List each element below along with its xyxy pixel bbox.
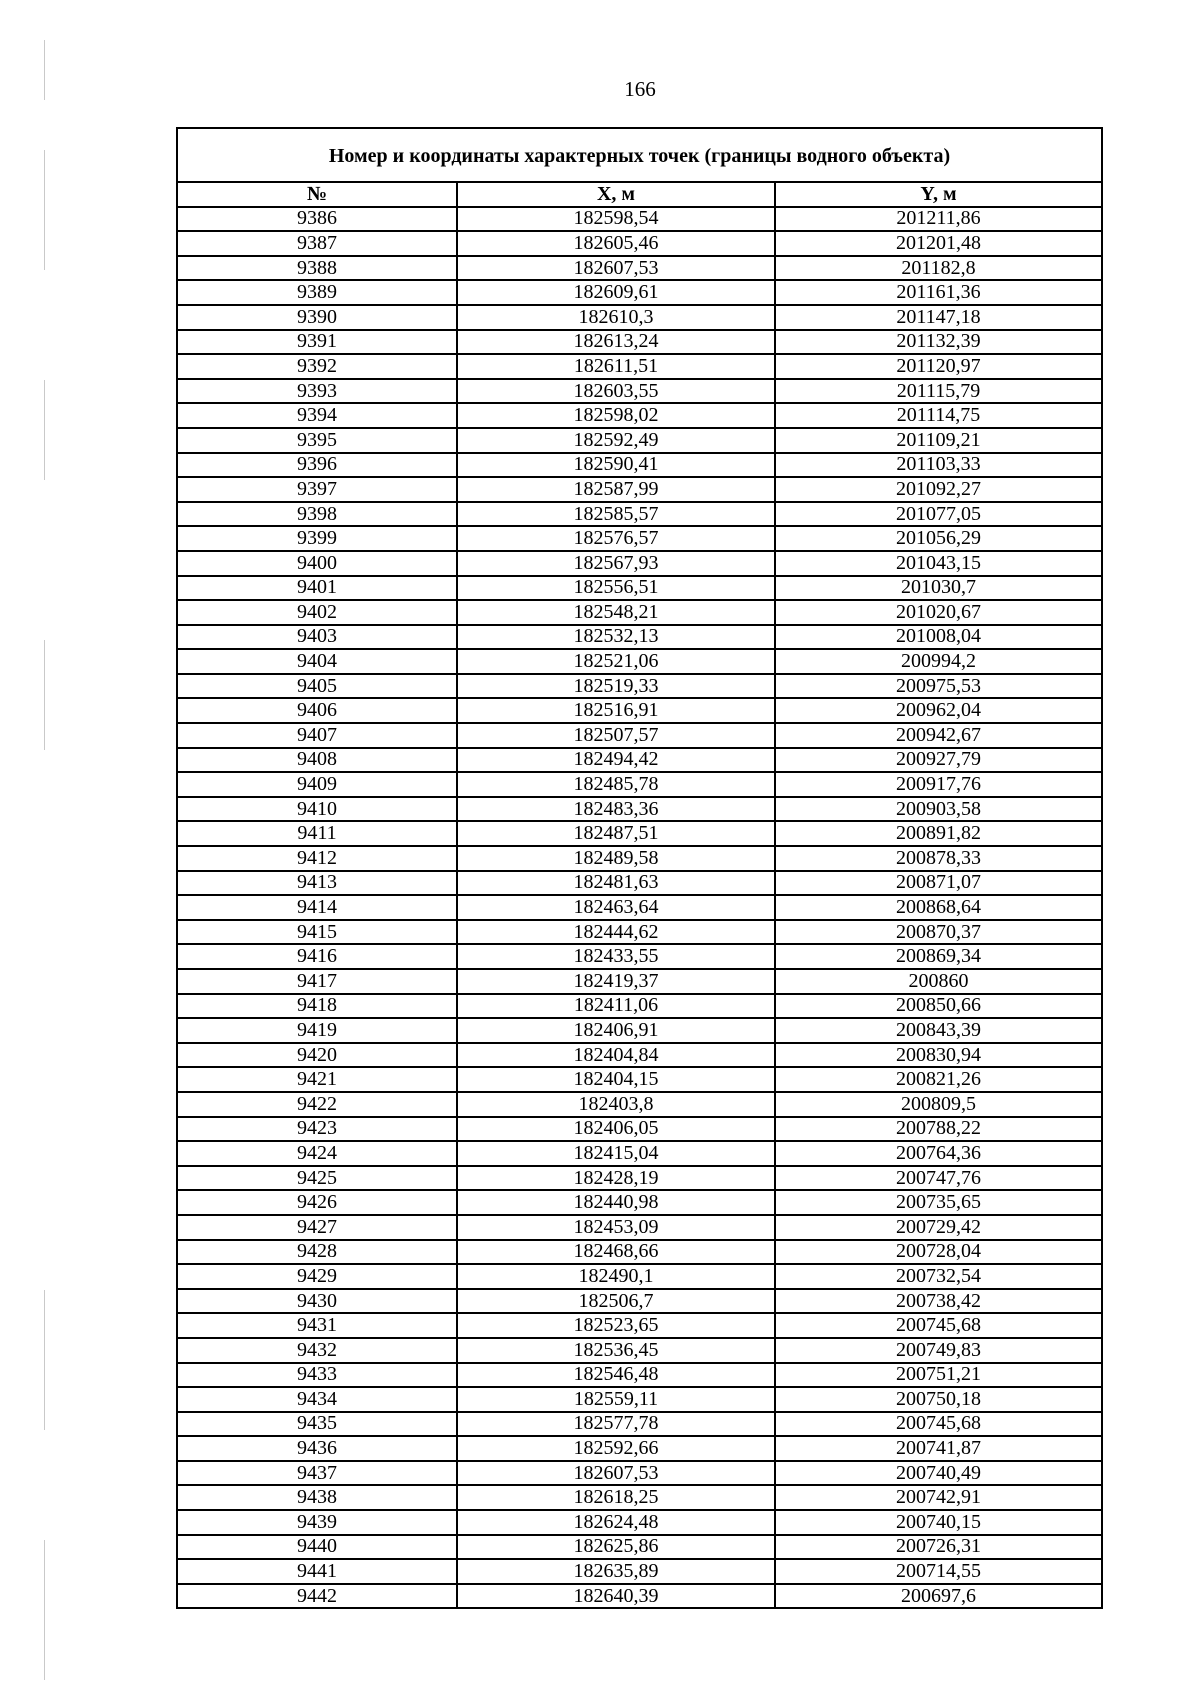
cell-x-coordinate: 182519,33 — [457, 674, 775, 699]
cell-point-number: 9433 — [177, 1363, 457, 1388]
table-row — [177, 1535, 1102, 1560]
cell-y-coordinate: 200741,87 — [775, 1436, 1102, 1461]
cell-y-coordinate: 201115,79 — [775, 379, 1102, 404]
cell-x-coordinate: 182507,57 — [457, 723, 775, 748]
cell-x-coordinate: 182610,3 — [457, 305, 775, 330]
cell-y-coordinate: 201201,48 — [775, 231, 1102, 256]
table-header-row — [177, 182, 1102, 207]
cell-point-number: 9434 — [177, 1387, 457, 1412]
cell-x-coordinate: 182605,46 — [457, 231, 775, 256]
cell-point-number: 9399 — [177, 526, 457, 551]
cell-point-number: 9435 — [177, 1412, 457, 1437]
cell-x-coordinate: 182404,84 — [457, 1043, 775, 1068]
scan-margin-mark — [44, 1540, 45, 1680]
table-row — [177, 1190, 1102, 1215]
cell-x-coordinate: 182585,57 — [457, 502, 775, 527]
column-header-y: Y, м — [775, 182, 1102, 207]
table-row — [177, 1387, 1102, 1412]
table-row — [177, 625, 1102, 650]
cell-x-coordinate: 182521,06 — [457, 649, 775, 674]
table-row — [177, 674, 1102, 699]
cell-point-number: 9389 — [177, 280, 457, 305]
table-row — [177, 379, 1102, 404]
cell-y-coordinate: 200729,42 — [775, 1215, 1102, 1240]
cell-y-coordinate: 201114,75 — [775, 403, 1102, 428]
table-row — [177, 502, 1102, 527]
table-row — [177, 1092, 1102, 1117]
cell-y-coordinate: 200750,18 — [775, 1387, 1102, 1412]
cell-x-coordinate: 182587,99 — [457, 477, 775, 502]
cell-y-coordinate: 201043,15 — [775, 551, 1102, 576]
cell-y-coordinate: 200850,66 — [775, 994, 1102, 1019]
cell-x-coordinate: 182592,66 — [457, 1436, 775, 1461]
cell-point-number: 9402 — [177, 600, 457, 625]
cell-y-coordinate: 200843,39 — [775, 1018, 1102, 1043]
table-row — [177, 1264, 1102, 1289]
cell-x-coordinate: 182548,21 — [457, 600, 775, 625]
cell-x-coordinate: 182494,42 — [457, 748, 775, 773]
table-row — [177, 231, 1102, 256]
table-row — [177, 280, 1102, 305]
cell-point-number: 9408 — [177, 748, 457, 773]
cell-point-number: 9386 — [177, 207, 457, 232]
column-header-number: № — [177, 182, 457, 207]
cell-y-coordinate: 200740,49 — [775, 1461, 1102, 1486]
cell-y-coordinate: 200871,07 — [775, 871, 1102, 896]
cell-point-number: 9404 — [177, 649, 457, 674]
cell-y-coordinate: 201211,86 — [775, 207, 1102, 232]
table-row — [177, 1461, 1102, 1486]
cell-x-coordinate: 182590,41 — [457, 453, 775, 478]
cell-x-coordinate: 182404,15 — [457, 1067, 775, 1092]
table-row — [177, 944, 1102, 969]
cell-y-coordinate: 200878,33 — [775, 846, 1102, 871]
table-row — [177, 920, 1102, 945]
cell-y-coordinate: 200868,64 — [775, 895, 1102, 920]
table-row — [177, 428, 1102, 453]
table-row — [177, 526, 1102, 551]
cell-y-coordinate: 200927,79 — [775, 748, 1102, 773]
cell-x-coordinate: 182624,48 — [457, 1510, 775, 1535]
cell-x-coordinate: 182640,39 — [457, 1584, 775, 1609]
cell-point-number: 9391 — [177, 330, 457, 355]
cell-y-coordinate: 201077,05 — [775, 502, 1102, 527]
cell-y-coordinate: 201020,67 — [775, 600, 1102, 625]
cell-y-coordinate: 200962,04 — [775, 698, 1102, 723]
cell-y-coordinate: 200726,31 — [775, 1535, 1102, 1560]
cell-x-coordinate: 182453,09 — [457, 1215, 775, 1240]
table-row — [177, 1043, 1102, 1068]
cell-y-coordinate: 200714,55 — [775, 1559, 1102, 1584]
scan-margin-mark — [44, 150, 45, 270]
cell-point-number: 9436 — [177, 1436, 457, 1461]
table-row — [177, 354, 1102, 379]
table-row — [177, 403, 1102, 428]
cell-point-number: 9417 — [177, 969, 457, 994]
cell-x-coordinate: 182609,61 — [457, 280, 775, 305]
table-row — [177, 772, 1102, 797]
table-body — [177, 207, 1102, 1609]
cell-y-coordinate: 200740,15 — [775, 1510, 1102, 1535]
cell-y-coordinate: 200764,36 — [775, 1141, 1102, 1166]
cell-x-coordinate: 182607,53 — [457, 1461, 775, 1486]
cell-point-number: 9396 — [177, 453, 457, 478]
cell-point-number: 9414 — [177, 895, 457, 920]
table-row — [177, 1412, 1102, 1437]
cell-y-coordinate: 200870,37 — [775, 920, 1102, 945]
cell-y-coordinate: 200735,65 — [775, 1190, 1102, 1215]
coordinates-table — [176, 127, 1103, 1609]
table-row — [177, 698, 1102, 723]
cell-point-number: 9392 — [177, 354, 457, 379]
cell-point-number: 9407 — [177, 723, 457, 748]
cell-x-coordinate: 182613,24 — [457, 330, 775, 355]
cell-x-coordinate: 182483,36 — [457, 797, 775, 822]
cell-y-coordinate: 201161,36 — [775, 280, 1102, 305]
cell-point-number: 9419 — [177, 1018, 457, 1043]
cell-x-coordinate: 182635,89 — [457, 1559, 775, 1584]
cell-y-coordinate: 201147,18 — [775, 305, 1102, 330]
cell-y-coordinate: 201103,33 — [775, 453, 1102, 478]
cell-y-coordinate: 200942,67 — [775, 723, 1102, 748]
cell-y-coordinate: 201132,39 — [775, 330, 1102, 355]
table-row — [177, 969, 1102, 994]
cell-y-coordinate: 200745,68 — [775, 1412, 1102, 1437]
cell-x-coordinate: 182490,1 — [457, 1264, 775, 1289]
cell-x-coordinate: 182487,51 — [457, 821, 775, 846]
cell-x-coordinate: 182546,48 — [457, 1363, 775, 1388]
table-title: Номер и координаты характерных точек (границы водного объекта) — [177, 128, 1102, 182]
cell-point-number: 9410 — [177, 797, 457, 822]
cell-x-coordinate: 182523,65 — [457, 1313, 775, 1338]
cell-point-number: 9423 — [177, 1117, 457, 1142]
cell-point-number: 9421 — [177, 1067, 457, 1092]
cell-y-coordinate: 200869,34 — [775, 944, 1102, 969]
cell-y-coordinate: 201030,7 — [775, 576, 1102, 601]
cell-point-number: 9432 — [177, 1338, 457, 1363]
cell-x-coordinate: 182419,37 — [457, 969, 775, 994]
cell-point-number: 9390 — [177, 305, 457, 330]
table-row — [177, 748, 1102, 773]
cell-x-coordinate: 182598,54 — [457, 207, 775, 232]
cell-point-number: 9428 — [177, 1240, 457, 1265]
table-row — [177, 330, 1102, 355]
cell-y-coordinate: 200809,5 — [775, 1092, 1102, 1117]
table-row — [177, 797, 1102, 822]
table-row — [177, 1485, 1102, 1510]
cell-point-number: 9418 — [177, 994, 457, 1019]
cell-x-coordinate: 182440,98 — [457, 1190, 775, 1215]
cell-x-coordinate: 182489,58 — [457, 846, 775, 871]
cell-y-coordinate: 200788,22 — [775, 1117, 1102, 1142]
cell-x-coordinate: 182532,13 — [457, 625, 775, 650]
table-row — [177, 207, 1102, 232]
cell-x-coordinate: 182406,05 — [457, 1117, 775, 1142]
cell-x-coordinate: 182577,78 — [457, 1412, 775, 1437]
cell-y-coordinate: 201182,8 — [775, 256, 1102, 281]
table-row — [177, 453, 1102, 478]
cell-x-coordinate: 182485,78 — [457, 772, 775, 797]
cell-y-coordinate: 200821,26 — [775, 1067, 1102, 1092]
cell-x-coordinate: 182406,91 — [457, 1018, 775, 1043]
cell-x-coordinate: 182536,45 — [457, 1338, 775, 1363]
table-row — [177, 1166, 1102, 1191]
cell-y-coordinate: 200975,53 — [775, 674, 1102, 699]
cell-y-coordinate: 201120,97 — [775, 354, 1102, 379]
cell-point-number: 9409 — [177, 772, 457, 797]
scan-margin-mark — [44, 1290, 45, 1430]
table-row — [177, 256, 1102, 281]
cell-point-number: 9401 — [177, 576, 457, 601]
cell-y-coordinate: 200747,76 — [775, 1166, 1102, 1191]
table-row — [177, 1018, 1102, 1043]
cell-x-coordinate: 182481,63 — [457, 871, 775, 896]
table-row — [177, 600, 1102, 625]
cell-y-coordinate: 200751,21 — [775, 1363, 1102, 1388]
cell-point-number: 9387 — [177, 231, 457, 256]
cell-x-coordinate: 182444,62 — [457, 920, 775, 945]
cell-x-coordinate: 182556,51 — [457, 576, 775, 601]
cell-x-coordinate: 182576,57 — [457, 526, 775, 551]
table-row — [177, 1067, 1102, 1092]
cell-y-coordinate: 201056,29 — [775, 526, 1102, 551]
cell-point-number: 9441 — [177, 1559, 457, 1584]
cell-x-coordinate: 182603,55 — [457, 379, 775, 404]
cell-point-number: 9430 — [177, 1289, 457, 1314]
scan-margin-mark — [44, 640, 45, 750]
table-row — [177, 1559, 1102, 1584]
cell-x-coordinate: 182463,64 — [457, 895, 775, 920]
cell-y-coordinate: 200738,42 — [775, 1289, 1102, 1314]
cell-y-coordinate: 201092,27 — [775, 477, 1102, 502]
cell-x-coordinate: 182516,91 — [457, 698, 775, 723]
cell-x-coordinate: 182403,8 — [457, 1092, 775, 1117]
table-row — [177, 1240, 1102, 1265]
cell-x-coordinate: 182428,19 — [457, 1166, 775, 1191]
table-row — [177, 1141, 1102, 1166]
table-row — [177, 576, 1102, 601]
cell-x-coordinate: 182607,53 — [457, 256, 775, 281]
cell-point-number: 9405 — [177, 674, 457, 699]
scan-margin-mark — [44, 380, 45, 480]
cell-y-coordinate: 200732,54 — [775, 1264, 1102, 1289]
cell-y-coordinate: 200917,76 — [775, 772, 1102, 797]
cell-point-number: 9420 — [177, 1043, 457, 1068]
table-row — [177, 1313, 1102, 1338]
cell-y-coordinate: 200903,58 — [775, 797, 1102, 822]
page-number: 166 — [624, 77, 656, 101]
cell-y-coordinate: 200697,6 — [775, 1584, 1102, 1609]
cell-point-number: 9416 — [177, 944, 457, 969]
cell-point-number: 9422 — [177, 1092, 457, 1117]
table-row — [177, 1215, 1102, 1240]
cell-point-number: 9427 — [177, 1215, 457, 1240]
cell-point-number: 9440 — [177, 1535, 457, 1560]
cell-point-number: 9425 — [177, 1166, 457, 1191]
table-row — [177, 1510, 1102, 1535]
cell-x-coordinate: 182433,55 — [457, 944, 775, 969]
table-row — [177, 477, 1102, 502]
table-row — [177, 871, 1102, 896]
cell-x-coordinate: 182559,11 — [457, 1387, 775, 1412]
cell-point-number: 9431 — [177, 1313, 457, 1338]
cell-point-number: 9437 — [177, 1461, 457, 1486]
cell-x-coordinate: 182592,49 — [457, 428, 775, 453]
cell-y-coordinate: 200860 — [775, 969, 1102, 994]
cell-x-coordinate: 182611,51 — [457, 354, 775, 379]
cell-point-number: 9394 — [177, 403, 457, 428]
table-title-row — [177, 128, 1102, 182]
cell-point-number: 9415 — [177, 920, 457, 945]
table-row — [177, 846, 1102, 871]
cell-point-number: 9403 — [177, 625, 457, 650]
cell-x-coordinate: 182468,66 — [457, 1240, 775, 1265]
cell-y-coordinate: 200749,83 — [775, 1338, 1102, 1363]
cell-x-coordinate: 182618,25 — [457, 1485, 775, 1510]
cell-point-number: 9398 — [177, 502, 457, 527]
cell-y-coordinate: 201008,04 — [775, 625, 1102, 650]
table-row — [177, 895, 1102, 920]
cell-point-number: 9393 — [177, 379, 457, 404]
table-row — [177, 1338, 1102, 1363]
column-header-x: X, м — [457, 182, 775, 207]
cell-y-coordinate: 200830,94 — [775, 1043, 1102, 1068]
table-row — [177, 723, 1102, 748]
cell-point-number: 9388 — [177, 256, 457, 281]
cell-point-number: 9412 — [177, 846, 457, 871]
table-row — [177, 1117, 1102, 1142]
table-row — [177, 1289, 1102, 1314]
cell-point-number: 9395 — [177, 428, 457, 453]
cell-x-coordinate: 182411,06 — [457, 994, 775, 1019]
cell-x-coordinate: 182506,7 — [457, 1289, 775, 1314]
table-row — [177, 551, 1102, 576]
table-row — [177, 821, 1102, 846]
table-row — [177, 649, 1102, 674]
cell-x-coordinate: 182598,02 — [457, 403, 775, 428]
cell-x-coordinate: 182625,86 — [457, 1535, 775, 1560]
cell-point-number: 9406 — [177, 698, 457, 723]
cell-point-number: 9426 — [177, 1190, 457, 1215]
table-row — [177, 994, 1102, 1019]
table-row — [177, 1584, 1102, 1609]
cell-point-number: 9429 — [177, 1264, 457, 1289]
cell-y-coordinate: 200728,04 — [775, 1240, 1102, 1265]
cell-point-number: 9442 — [177, 1584, 457, 1609]
cell-x-coordinate: 182567,93 — [457, 551, 775, 576]
cell-point-number: 9438 — [177, 1485, 457, 1510]
cell-y-coordinate: 201109,21 — [775, 428, 1102, 453]
cell-point-number: 9397 — [177, 477, 457, 502]
cell-point-number: 9400 — [177, 551, 457, 576]
table-row — [177, 305, 1102, 330]
cell-y-coordinate: 200994,2 — [775, 649, 1102, 674]
cell-point-number: 9439 — [177, 1510, 457, 1535]
cell-y-coordinate: 200745,68 — [775, 1313, 1102, 1338]
cell-point-number: 9411 — [177, 821, 457, 846]
table-row — [177, 1363, 1102, 1388]
table-row — [177, 1436, 1102, 1461]
cell-point-number: 9413 — [177, 871, 457, 896]
cell-y-coordinate: 200742,91 — [775, 1485, 1102, 1510]
cell-point-number: 9424 — [177, 1141, 457, 1166]
cell-x-coordinate: 182415,04 — [457, 1141, 775, 1166]
cell-y-coordinate: 200891,82 — [775, 821, 1102, 846]
